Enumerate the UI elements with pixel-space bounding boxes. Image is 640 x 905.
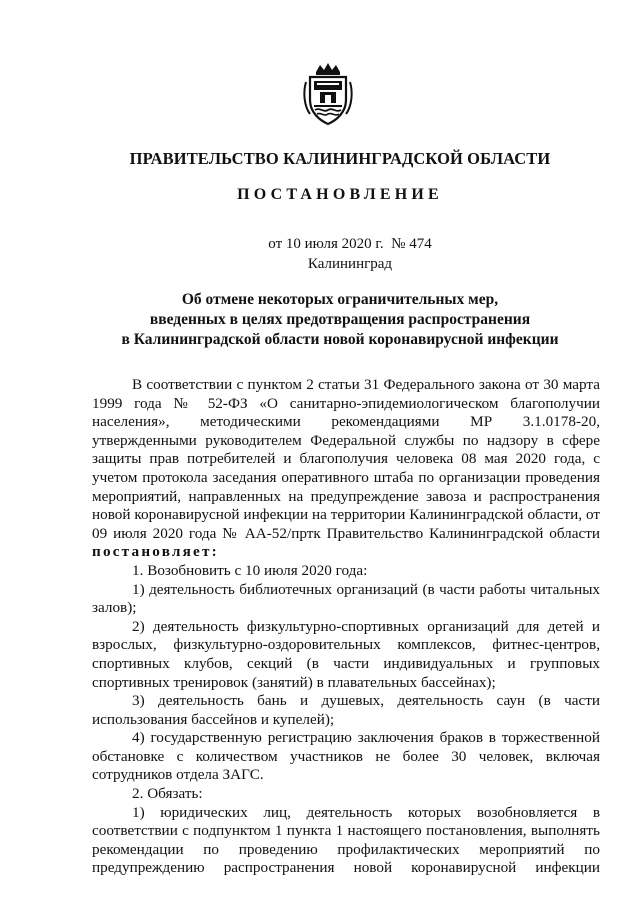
government-title: ПРАВИТЕЛЬСТВО КАЛИНИНГРАДСКОЙ ОБЛАСТИ bbox=[129, 149, 551, 168]
subject-line: Об отмене некоторых ограничительных мер, bbox=[181, 291, 499, 308]
item-2-1: 1) юридических лиц, деятельность которых возобновляется в соответствии с подпунктом 1 пункта 1 настоящего постановления, выполнять рекомендации по проведению профилактических мероприятий по предупреждению распространения новой коронавирусной инфекции bbox=[92, 803, 600, 877]
number-sign: № bbox=[391, 236, 406, 252]
document-kind-title: ПОСТАНОВЛЕНИЕ bbox=[237, 186, 443, 203]
preamble-text: В соответствии с пунктом 2 статьи 31 Федерального закона от 30 марта 1999 года № 52-ФЗ «О санитарно-эпидемиологическом благополучии населения», методическими рекомендациями МР 3.1.0178-20, утвержденными руководителем Федеральной службы по надзору в сфере защиты прав потребителей и благополучия человека 08 мая 2020 года, с учетом протокола заседания оперативного штаба по организации проведения мероприятий, направленных на предупреждение завоза и распространения новой коронавирусной инфекции на территории Калининградской области, от 09 июля 2020 года № АА-52/пртк Правительство Калининградской области bbox=[92, 376, 600, 542]
date-line bbox=[90, 236, 610, 253]
document-number: 474 bbox=[409, 236, 432, 252]
item-1: 1. Возобновить с 10 июля 2020 года: bbox=[132, 561, 368, 579]
document-subject bbox=[80, 290, 600, 350]
resolves-word: постановляет: bbox=[92, 543, 219, 561]
preamble-paragraph bbox=[92, 376, 600, 562]
city-name: Калининград bbox=[307, 256, 393, 272]
subject-line: в Калининградской области новой коронавирусной инфекции bbox=[121, 331, 559, 348]
date-prefix: от bbox=[268, 236, 283, 252]
item-1-3: 3) деятельность бань и душевых, деятельность саун (в части использования бассейнов и купелей); bbox=[92, 692, 600, 728]
document-body bbox=[92, 376, 600, 878]
subject-line: введенных в целях предотвращения распространения bbox=[149, 311, 531, 328]
coat-of-arms-emblem bbox=[302, 62, 354, 126]
document-date: 10 июля 2020 г. bbox=[285, 236, 384, 252]
item-1-1: 1) деятельность библиотечных организаций (в части работы читальных залов); bbox=[92, 580, 600, 617]
item-1-2: 2) деятельность физкультурно-спортивных организаций для детей и взрослых, физкультурно-оздоровительных комплексов, фитнес-центров, спортивных клубов, секций (в части индивидуальных и групповых спортивных тренировок (занятий) в плавательных бассейнах); bbox=[92, 617, 600, 691]
item-1-4: 4) государственную регистрацию заключения браков в торжественной обстановке с количеством участников не более 30 человек, включая сотрудников отдела ЗАГС. bbox=[92, 729, 600, 784]
item-2: 2. Обязать: bbox=[132, 785, 203, 803]
